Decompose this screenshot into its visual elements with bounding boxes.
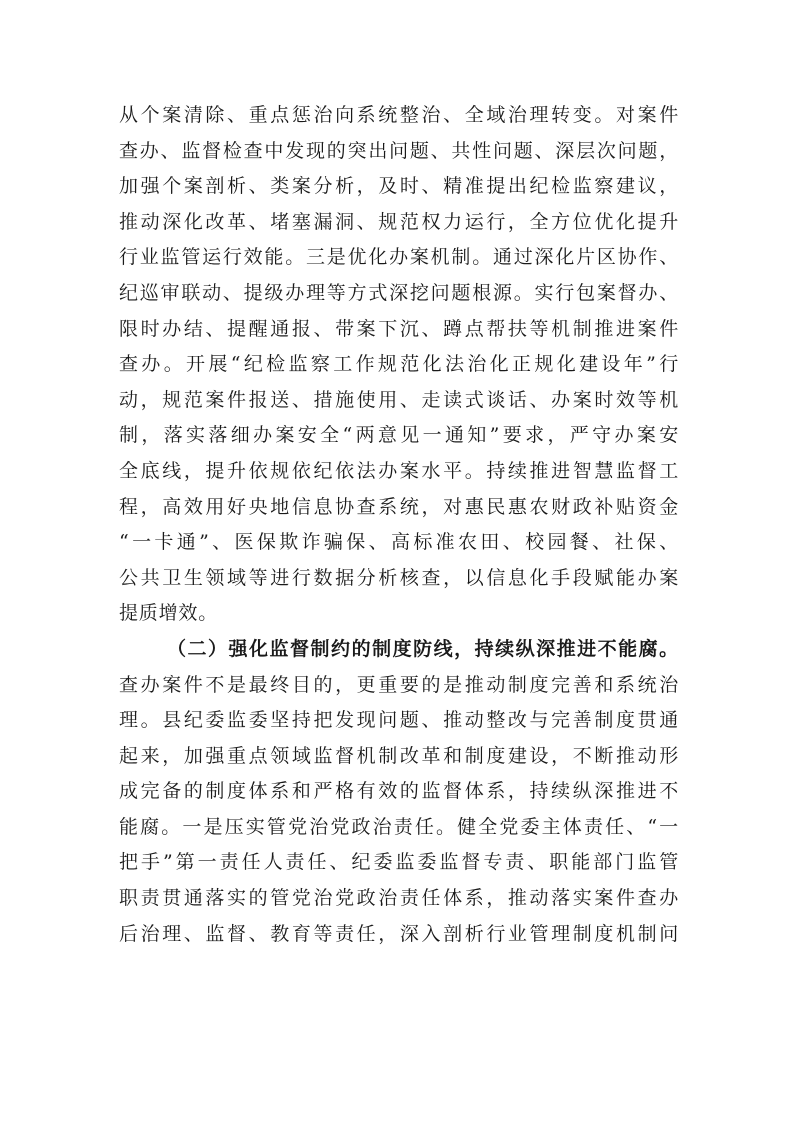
text-line: 后治理、监督、教育等责任，深入剖析行业管理制度机制问 [119, 922, 679, 945]
text-line: 动，规范案件报送、措施使用、走读式谈话、办案时效等机 [119, 388, 679, 411]
text-line: 推动深化改革、堵塞漏洞、规范权力运行，全方位优化提升 [119, 210, 679, 233]
text-line: 纪巡审联动、提级办理等方式深挖问题根源。实行包案督办、 [119, 281, 679, 304]
text-line: 职责贯通落实的管党治党政治责任体系，推动落实案件查办 [119, 887, 679, 910]
text-line: 加强个案剖析、类案分析，及时、精准提出纪检监察建议， [119, 175, 679, 198]
text-line: 把手”第一责任人责任、纪委监委监督专责、职能部门监管 [119, 851, 679, 874]
text-line: 查办案件不是最终目的，更重要的是推动制度完善和系统治 [119, 673, 679, 696]
text-line: 从个案清除、重点惩治向系统整治、全域治理转变。对案件 [119, 104, 679, 126]
text-line: 查办、监督检查中发现的突出问题、共性问题、深层次问题， [119, 139, 679, 162]
text-line: 全底线，提升依规依纪依法办案水平。持续推进智慧监督工 [119, 459, 679, 482]
text-line: “一卡通”、医保欺诈骗保、高标准农田、校园餐、社保、 [119, 531, 679, 554]
text-line: 查办。开展“纪检监察工作规范化法治化正规化建设年”行 [119, 353, 679, 376]
section-heading: （二）强化监督制约的制度防线，持续纵深推进不能腐。 [167, 637, 679, 660]
text-line: 起来，加强重点领域监督机制改革和制度建设，不断推动形 [119, 744, 679, 767]
text-line: 制，落实落细办案安全“两意见一通知”要求，严守办案安 [119, 424, 679, 447]
text-line: 能腐。一是压实管党治党政治责任。健全党委主体责任、“一 [119, 815, 679, 838]
text-line: 理。县纪委监委坚持把发现问题、推动整改与完善制度贯通 [119, 709, 679, 732]
document-body [119, 98, 679, 952]
text-line: 成完备的制度体系和严格有效的监督体系，持续纵深推进不 [119, 780, 679, 803]
text-line: 行业监管运行效能。三是优化办案机制。通过深化片区协作、 [119, 246, 679, 269]
text-line: 限时办结、提醒通报、带案下沉、蹲点帮扶等机制推进案件 [119, 317, 679, 340]
text-line: 程，高效用好央地信息协查系统，对惠民惠农财政补贴资金 [119, 495, 679, 518]
text-line: 公共卫生领域等进行数据分析核查，以信息化手段赋能办案 [119, 566, 679, 589]
text-line: 提质增效。 [119, 602, 219, 625]
